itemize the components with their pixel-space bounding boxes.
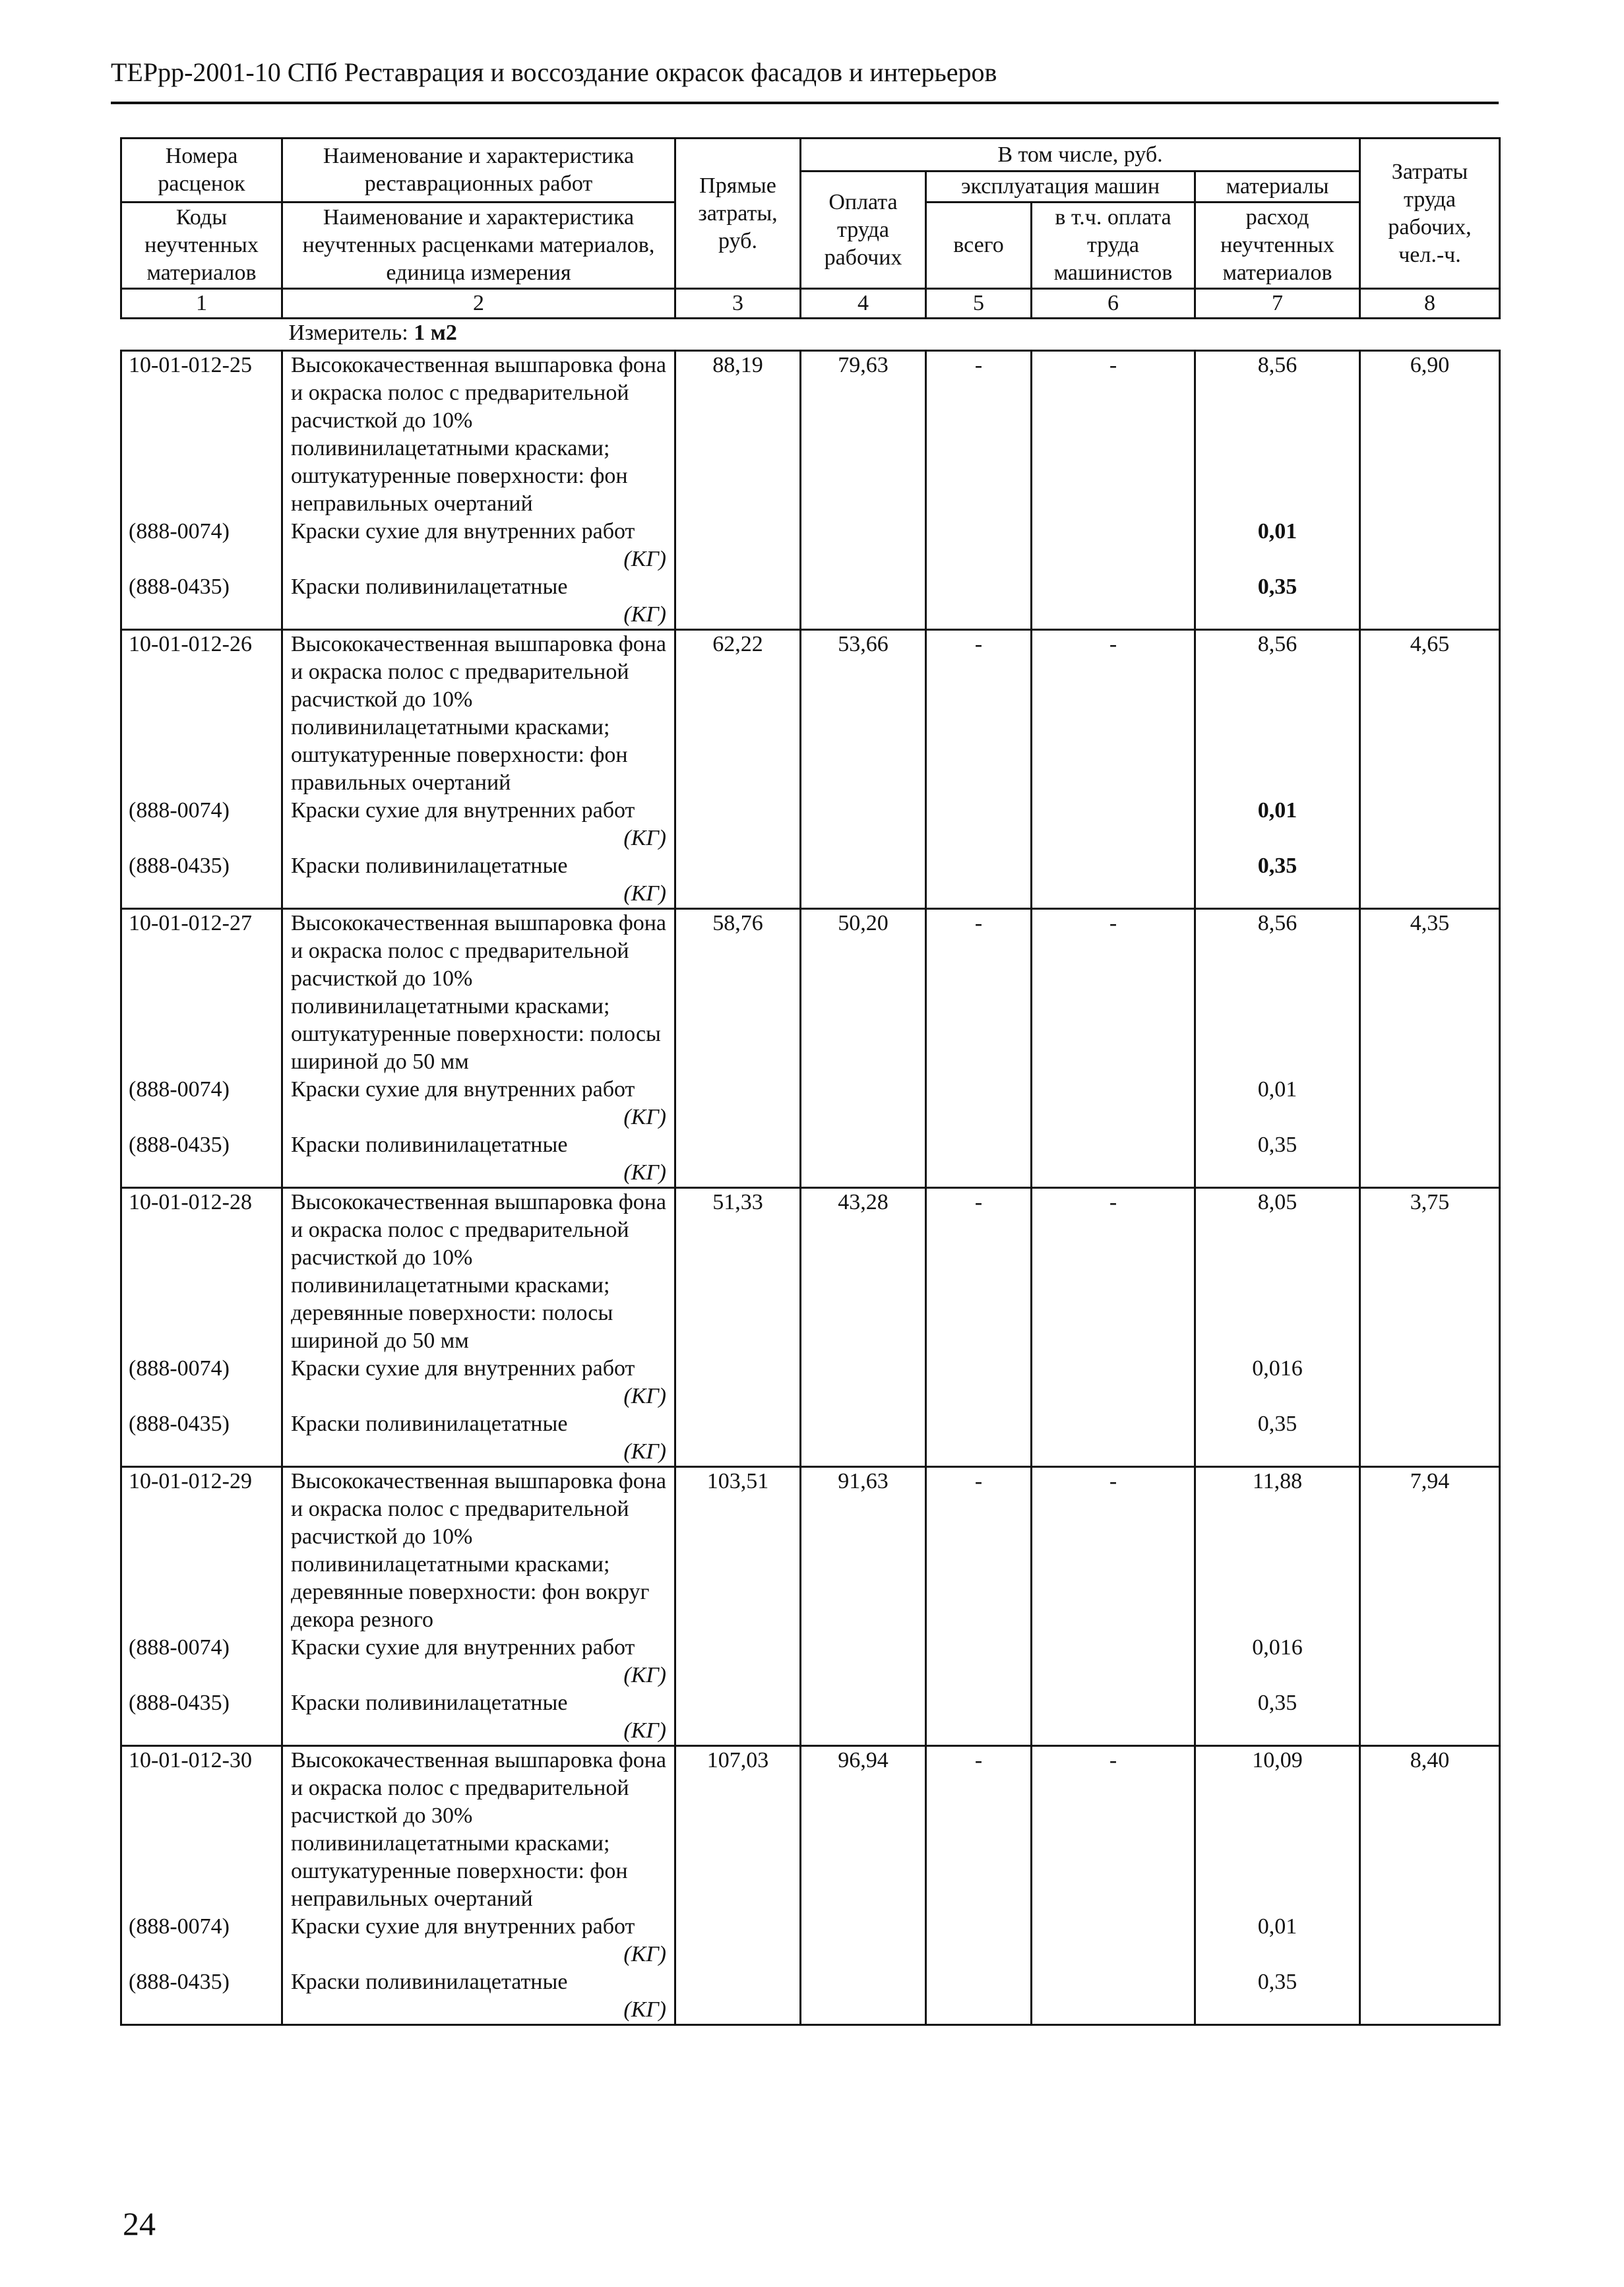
col-header-direct: Прямые затраты, руб.	[675, 139, 801, 289]
labor-pay: 43,28	[801, 1188, 926, 1356]
empty-cell	[801, 1131, 926, 1188]
col-header-including: В том числе, руб.	[801, 139, 1360, 172]
material-row	[121, 852, 1500, 909]
material-quantity: 0,35	[1195, 852, 1360, 909]
machinists-pay: -	[1032, 1746, 1195, 1914]
material-name: Краски сухие для внутренних работ	[291, 1914, 635, 1939]
empty-cell	[1032, 1634, 1195, 1689]
empty-cell	[1360, 1131, 1500, 1188]
material-row	[121, 1076, 1500, 1131]
empty-cell	[675, 1913, 801, 1968]
empty-cell	[675, 852, 801, 909]
machines-total: -	[926, 1188, 1032, 1356]
empty-cell	[926, 1131, 1032, 1188]
unit-kg: (КГ)	[623, 826, 666, 850]
table-row	[121, 1188, 1500, 1356]
labor-hours: 8,40	[1360, 1746, 1500, 1914]
material-cell	[282, 573, 675, 630]
table-row	[121, 630, 1500, 798]
material-row	[121, 1968, 1500, 2025]
empty-cell	[1032, 1913, 1195, 1968]
unit-kg: (КГ)	[623, 1384, 666, 1408]
table-row	[121, 909, 1500, 1077]
material-quantity: 0,01	[1195, 797, 1360, 852]
material-row	[121, 1410, 1500, 1467]
material-cell	[282, 797, 675, 852]
rate-code: 10-01-012-28	[121, 1188, 282, 1356]
rate-code: 10-01-012-30	[121, 1746, 282, 1914]
empty-cell	[675, 1076, 801, 1131]
empty-cell	[801, 1968, 926, 2025]
empty-cell	[675, 1355, 801, 1410]
material-cell	[282, 1076, 675, 1131]
unit-label: Измеритель:	[288, 321, 414, 345]
empty-cell	[1032, 1410, 1195, 1467]
materials-cost: 10,09	[1195, 1746, 1360, 1914]
unit-kg: (КГ)	[623, 1663, 666, 1687]
machinists-pay: -	[1032, 351, 1195, 518]
empty-cell	[1032, 1689, 1195, 1746]
direct-costs: 103,51	[675, 1467, 801, 1635]
empty-cell	[1032, 852, 1195, 909]
col-header-machinists-labor: в т.ч. оплата труда машинистов	[1032, 203, 1195, 289]
empty-cell	[1360, 1968, 1500, 2025]
machines-total: -	[926, 909, 1032, 1077]
machinists-pay: -	[1032, 1188, 1195, 1356]
material-cell	[282, 1913, 675, 1968]
empty-cell	[801, 1410, 926, 1467]
empty-cell	[675, 1131, 801, 1188]
col-number: 5	[926, 289, 1032, 319]
labor-hours: 4,35	[1360, 909, 1500, 1077]
col-number: 3	[675, 289, 801, 319]
col-header-numbers: Номера расценок	[121, 139, 282, 203]
labor-pay: 53,66	[801, 630, 926, 798]
col-header-name: Наименование и характеристика реставрационных работ	[282, 139, 675, 203]
material-code: (888-0074)	[121, 1634, 282, 1689]
machinists-pay: -	[1032, 909, 1195, 1077]
material-code: (888-0435)	[121, 1131, 282, 1188]
empty-cell	[675, 1634, 801, 1689]
rate-code: 10-01-012-29	[121, 1467, 282, 1635]
empty-cell	[926, 1968, 1032, 2025]
empty-cell	[926, 1355, 1032, 1410]
col-number: 4	[801, 289, 926, 319]
empty-cell	[675, 1410, 801, 1467]
direct-costs: 88,19	[675, 351, 801, 518]
labor-hours: 6,90	[1360, 351, 1500, 518]
material-code: (888-0074)	[121, 1355, 282, 1410]
material-name: Краски сухие для внутренних работ	[291, 1077, 635, 1102]
rate-code: 10-01-012-25	[121, 351, 282, 518]
unit-kg: (КГ)	[623, 1105, 666, 1129]
material-code: (888-0074)	[121, 797, 282, 852]
material-code: (888-0435)	[121, 1689, 282, 1746]
labor-hours: 7,94	[1360, 1467, 1500, 1635]
labor-hours: 3,75	[1360, 1188, 1500, 1356]
empty-cell	[1360, 573, 1500, 630]
material-cell	[282, 518, 675, 573]
material-name: Краски поливинилацетатные	[291, 575, 568, 599]
materials-cost: 8,56	[1195, 630, 1360, 798]
material-row	[121, 1689, 1500, 1746]
unit-of-measure	[121, 319, 1500, 351]
machinists-pay: -	[1032, 630, 1195, 798]
material-name: Краски поливинилацетатные	[291, 1970, 568, 1994]
material-cell	[282, 1131, 675, 1188]
material-name: Краски сухие для внутренних работ	[291, 798, 635, 823]
empty-cell	[801, 797, 926, 852]
unit-kg: (КГ)	[623, 1160, 666, 1185]
material-quantity: 0,35	[1195, 1968, 1360, 2025]
empty-cell	[1032, 518, 1195, 573]
empty-cell	[926, 797, 1032, 852]
empty-cell	[1032, 1355, 1195, 1410]
col-header-hours: Затраты труда рабочих, чел.-ч.	[1360, 139, 1500, 289]
empty-cell	[675, 1689, 801, 1746]
material-name: Краски поливинилацетатные	[291, 1412, 568, 1436]
material-code: (888-0074)	[121, 1913, 282, 1968]
empty-cell	[1032, 1076, 1195, 1131]
material-row	[121, 1131, 1500, 1188]
labor-pay: 96,94	[801, 1746, 926, 1914]
work-description: Высококачественная вышпаровка фона и окраска полос с предварительной расчисткой до 10% поливинилацетатными красками; деревянные поверхности: фон вокруг декора резного	[282, 1467, 675, 1635]
col-header-machines: эксплуатация машин	[926, 172, 1195, 203]
empty-cell	[1360, 1634, 1500, 1689]
empty-cell	[1032, 797, 1195, 852]
empty-cell	[801, 1913, 926, 1968]
unit-kg: (КГ)	[623, 602, 666, 627]
material-quantity: 0,35	[1195, 1689, 1360, 1746]
col-header-machines-total: всего	[926, 203, 1032, 289]
col-header-material-name: Наименование и характеристика неучтенных расценками материалов, единица измерения	[282, 203, 675, 289]
material-cell	[282, 1634, 675, 1689]
machines-total: -	[926, 630, 1032, 798]
work-description: Высококачественная вышпаровка фона и окраска полос с предварительной расчисткой до 10% поливинилацетатными красками; оштукатуренные поверхности: полосы шириной до 50 мм	[282, 909, 675, 1077]
unit-value: 1 м2	[414, 321, 457, 345]
empty-cell	[1360, 1410, 1500, 1467]
material-name: Краски сухие для внутренних работ	[291, 519, 635, 544]
empty-cell	[1032, 1968, 1195, 2025]
material-quantity: 0,016	[1195, 1634, 1360, 1689]
work-description: Высококачественная вышпаровка фона и окраска полос с предварительной расчисткой до 30% поливинилацетатными красками; оштукатуренные поверхности: фон неправильных очертаний	[282, 1746, 675, 1914]
empty-cell	[675, 1968, 801, 2025]
material-row	[121, 1913, 1500, 1968]
col-header-material-codes: Коды неучтенных материалов	[121, 203, 282, 289]
header-rule	[111, 102, 1499, 104]
material-row	[121, 518, 1500, 573]
empty-cell	[1360, 1076, 1500, 1131]
empty-cell	[1360, 1689, 1500, 1746]
machines-total: -	[926, 1467, 1032, 1635]
unit-kg: (КГ)	[623, 1997, 666, 2022]
empty-cell	[801, 1634, 926, 1689]
material-code: (888-0435)	[121, 852, 282, 909]
col-header-material-usage: расход неучтенных материалов	[1195, 203, 1360, 289]
unit-kg: (КГ)	[623, 1718, 666, 1743]
material-code: (888-0074)	[121, 1076, 282, 1131]
table-row	[121, 1746, 1500, 1914]
material-name: Краски поливинилацетатные	[291, 1133, 568, 1157]
unit-kg: (КГ)	[623, 1439, 666, 1464]
machines-total: -	[926, 351, 1032, 518]
work-description: Высококачественная вышпаровка фона и окраска полос с предварительной расчисткой до 10% поливинилацетатными красками; деревянные поверхности: полосы шириной до 50 мм	[282, 1188, 675, 1356]
material-cell	[282, 1355, 675, 1410]
empty-cell	[1032, 1131, 1195, 1188]
material-code: (888-0074)	[121, 518, 282, 573]
materials-cost: 11,88	[1195, 1467, 1360, 1635]
material-cell	[282, 852, 675, 909]
empty-cell	[675, 573, 801, 630]
empty-cell	[801, 573, 926, 630]
empty-cell	[1032, 573, 1195, 630]
material-name: Краски поливинилацетатные	[291, 1691, 568, 1715]
col-number: 6	[1032, 289, 1195, 319]
material-row	[121, 1634, 1500, 1689]
material-cell	[282, 1968, 675, 2025]
material-name: Краски сухие для внутренних работ	[291, 1356, 635, 1381]
direct-costs: 62,22	[675, 630, 801, 798]
material-name: Краски поливинилацетатные	[291, 854, 568, 878]
empty-cell	[926, 1913, 1032, 1968]
material-row	[121, 573, 1500, 630]
labor-pay: 91,63	[801, 1467, 926, 1635]
unit-kg: (КГ)	[623, 881, 666, 906]
material-quantity: 0,01	[1195, 518, 1360, 573]
empty-cell	[1360, 797, 1500, 852]
empty-cell	[926, 518, 1032, 573]
material-quantity: 0,35	[1195, 573, 1360, 630]
empty-cell	[801, 1355, 926, 1410]
material-cell	[282, 1689, 675, 1746]
running-header: ТЕРрр-2001-10 СПб Реставрация и воссоздание окрасок фасадов и интерьеров	[111, 57, 997, 87]
material-quantity: 0,01	[1195, 1913, 1360, 1968]
col-number: 2	[282, 289, 675, 319]
col-header-materials: материалы	[1195, 172, 1360, 203]
work-description: Высококачественная вышпаровка фона и окраска полос с предварительной расчисткой до 10% поливинилацетатными красками; оштукатуренные поверхности: фон правильных очертаний	[282, 630, 675, 798]
direct-costs: 107,03	[675, 1746, 801, 1914]
material-row	[121, 1355, 1500, 1410]
price-table	[120, 137, 1501, 2026]
labor-pay: 79,63	[801, 351, 926, 518]
empty-cell	[1360, 1355, 1500, 1410]
empty-cell	[926, 1076, 1032, 1131]
rate-code: 10-01-012-27	[121, 909, 282, 1077]
labor-hours: 4,65	[1360, 630, 1500, 798]
empty-cell	[926, 1410, 1032, 1467]
material-quantity: 0,016	[1195, 1355, 1360, 1410]
work-description: Высококачественная вышпаровка фона и окраска полос с предварительной расчисткой до 10% поливинилацетатными красками; оштукатуренные поверхности: фон неправильных очертаний	[282, 351, 675, 518]
rate-code: 10-01-012-26	[121, 630, 282, 798]
empty-cell	[926, 1689, 1032, 1746]
material-row	[121, 797, 1500, 852]
empty-cell	[926, 573, 1032, 630]
empty-cell	[1360, 852, 1500, 909]
empty-cell	[675, 797, 801, 852]
page-number: 24	[123, 2205, 156, 2242]
materials-cost: 8,56	[1195, 909, 1360, 1077]
materials-cost: 8,56	[1195, 351, 1360, 518]
empty-cell	[926, 852, 1032, 909]
unit-kg: (КГ)	[623, 1942, 666, 1966]
table-row	[121, 1467, 1500, 1635]
empty-cell	[1360, 518, 1500, 573]
material-cell	[282, 1410, 675, 1467]
material-code: (888-0435)	[121, 573, 282, 630]
empty-cell	[926, 1634, 1032, 1689]
direct-costs: 51,33	[675, 1188, 801, 1356]
col-header-labor: Оплата труда рабочих	[801, 172, 926, 289]
machines-total: -	[926, 1746, 1032, 1914]
unit-kg: (КГ)	[623, 547, 666, 571]
labor-pay: 50,20	[801, 909, 926, 1077]
material-name: Краски сухие для внутренних работ	[291, 1635, 635, 1660]
materials-cost: 8,05	[1195, 1188, 1360, 1356]
empty-cell	[801, 852, 926, 909]
col-number: 1	[121, 289, 282, 319]
table-row	[121, 351, 1500, 518]
material-quantity: 0,35	[1195, 1410, 1360, 1467]
material-quantity: 0,01	[1195, 1076, 1360, 1131]
empty-cell	[801, 518, 926, 573]
material-code: (888-0435)	[121, 1410, 282, 1467]
material-code: (888-0435)	[121, 1968, 282, 2025]
empty-cell	[1360, 1913, 1500, 1968]
col-number: 7	[1195, 289, 1360, 319]
material-quantity: 0,35	[1195, 1131, 1360, 1188]
col-number: 8	[1360, 289, 1500, 319]
machinists-pay: -	[1032, 1467, 1195, 1635]
empty-cell	[675, 518, 801, 573]
empty-cell	[801, 1076, 926, 1131]
direct-costs: 58,76	[675, 909, 801, 1077]
empty-cell	[801, 1689, 926, 1746]
